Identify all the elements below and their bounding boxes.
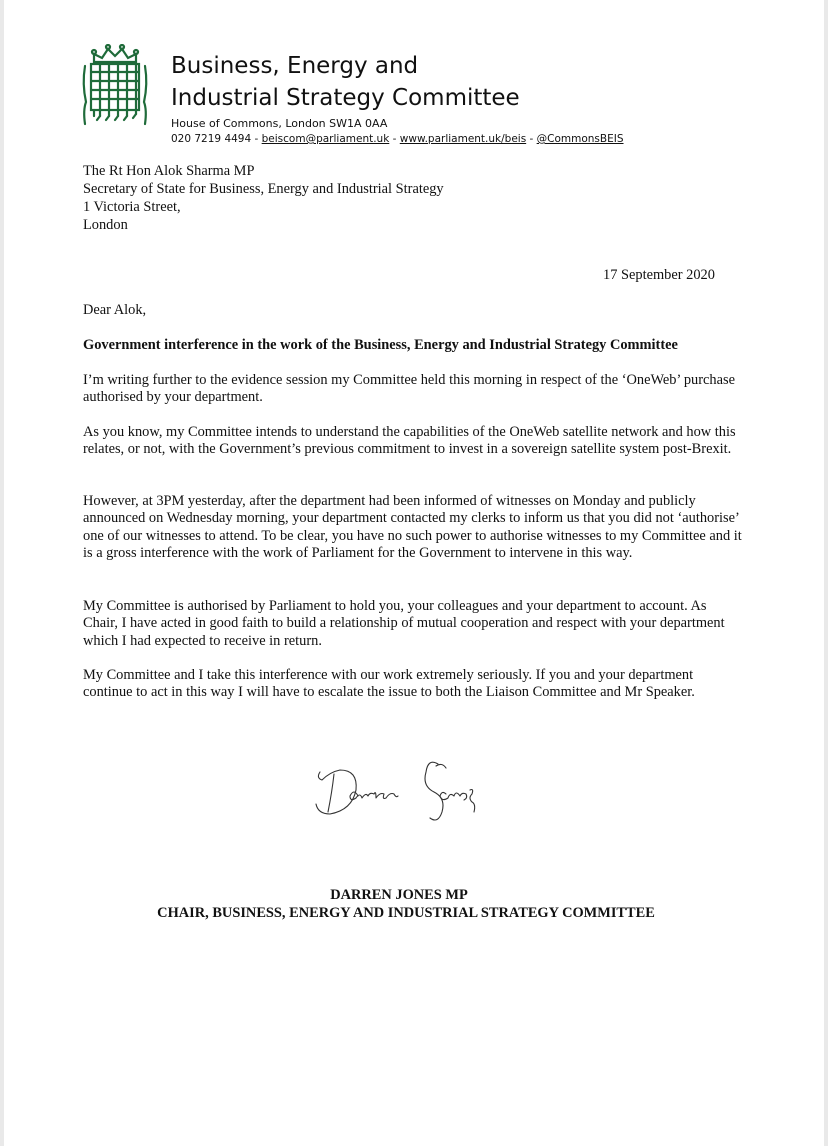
page-edge-left [0, 0, 4, 1146]
subject-line: Government interference in the work of the Business, Energy and Industrial Strategy Committee [83, 337, 678, 353]
org-phone: 020 7219 4494 [171, 133, 252, 145]
letter-date: 17 September 2020 [603, 267, 715, 283]
recipient-address [83, 162, 444, 234]
body-paragraph: My Committee and I take this interference with our work extremely seriously. If you and your department continue to act in this way I will have to escalate the issue to both the Liaison Committee and Mr Speaker. [83, 667, 695, 701]
handwritten-signature [310, 752, 510, 830]
letterhead [171, 50, 624, 146]
body-paragraph: However, at 3PM yesterday, after the department had been informed of witnesses on Monday and publicly announced on Wednesday morning, your department contacted my clerks to inform us that you did not ‘authorise’ one of our witnesses to attend. To be clear, you have no such power to authorise witnesses to my Committee and it is a gross interference with the work of Parliament for the Government to intervene in this way. [83, 493, 742, 562]
recipient-street: 1 Victoria Street, [83, 199, 181, 215]
body-paragraph: I’m writing further to the evidence session my Committee held this morning in respect of the ‘OneWeb’ purchase authorised by your department. [83, 372, 735, 406]
recipient-title: Secretary of State for Business, Energy and Industrial Strategy [83, 181, 444, 197]
body-paragraph: My Committee is authorised by Parliament to hold you, your colleagues and your department to account. As Chair, I have acted in good faith to build a relationship of mutual cooperation and respect with your department which I had expected to receive in return. [83, 598, 725, 649]
org-name-line2: Industrial Strategy Committee [171, 85, 520, 111]
separator: - [389, 133, 400, 145]
separator: - [251, 133, 262, 145]
signer-title: CHAIR, BUSINESS, ENERGY AND INDUSTRIAL STRATEGY COMMITTEE [157, 905, 655, 921]
signer-name: DARREN JONES MP [330, 887, 468, 903]
org-contact-line [171, 132, 624, 146]
org-name-line1: Business, Energy and [171, 53, 419, 79]
recipient-name: The Rt Hon Alok Sharma MP [83, 163, 255, 179]
org-address: House of Commons, London SW1A 0AA [171, 117, 388, 130]
portcullis-icon [80, 44, 150, 128]
recipient-city: London [83, 217, 128, 233]
body-paragraph: As you know, my Committee intends to understand the capabilities of the OneWeb satellite network and how this relates, or not, with the Government’s previous commitment to invest in a sovereign satellite system post-Brexit. [83, 424, 736, 458]
org-email-link[interactable]: beiscom@parliament.uk [261, 133, 390, 145]
separator: - [526, 133, 537, 145]
org-website-link[interactable]: www.parliament.uk/beis [399, 133, 527, 145]
salutation: Dear Alok, [83, 302, 147, 318]
org-twitter-link[interactable]: @CommonsBEIS [536, 133, 624, 145]
page-edge-right [824, 0, 828, 1146]
